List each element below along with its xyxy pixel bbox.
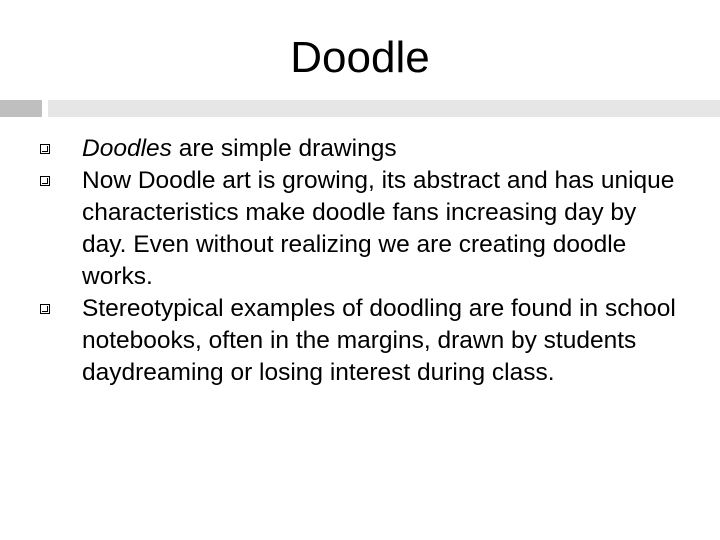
bullet-text: are simple drawings bbox=[171, 135, 397, 162]
slide-title: Doodle bbox=[290, 33, 430, 82]
square-bullet-icon bbox=[40, 304, 50, 314]
bullet-text: Stereotypical examples of doodling are found in school notebooks, often in the margins, drawn by students daydreaming or losing interest during class. bbox=[82, 295, 676, 386]
bullet-item-doodles bbox=[0, 133, 720, 165]
square-bullet-icon bbox=[40, 144, 50, 154]
bullet-text: Now Doodle art is growing, its abstract and has unique characteristics make doodle fans increasing day by day. Even without realizing we are creating doodle works. bbox=[82, 167, 675, 290]
bullet-list bbox=[0, 133, 720, 389]
bullet-item-examples bbox=[0, 293, 720, 389]
square-bullet-icon bbox=[40, 176, 50, 186]
title-divider-bar bbox=[48, 100, 720, 117]
title-divider-accent bbox=[0, 100, 42, 117]
bullet-emphasis: Doodles bbox=[82, 135, 172, 162]
bullet-item-growing bbox=[0, 165, 720, 293]
